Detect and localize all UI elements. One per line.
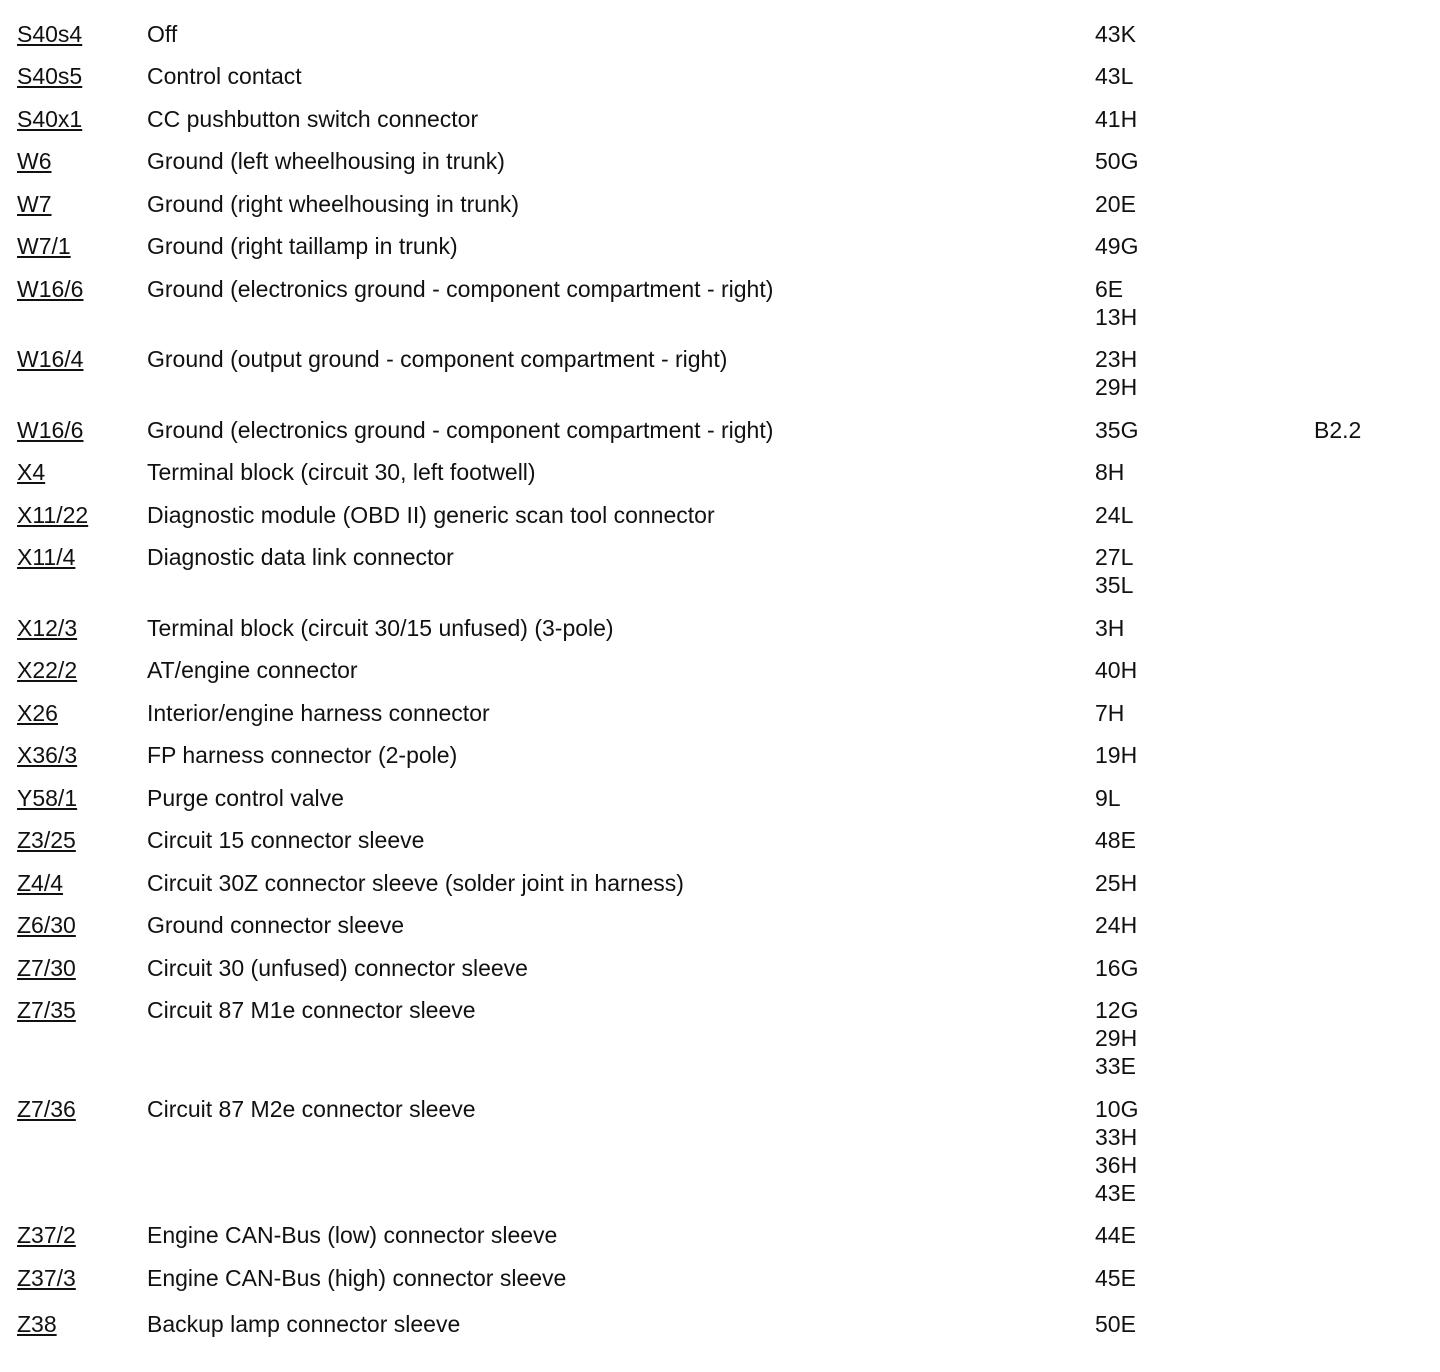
grid-coordinate: 43L [1095,63,1134,89]
grid-coordinates [1095,458,1124,486]
component-code-link[interactable]: Z37/3 [17,1265,76,1291]
grid-coordinate: 29H [1095,1025,1138,1051]
component-code-link[interactable]: Z7/30 [17,955,76,981]
component-code-link[interactable]: W16/6 [17,417,84,443]
component-description: Circuit 15 connector sleeve [147,827,425,853]
component-description: Ground (electronics ground - component compartment - right) [147,276,774,302]
grid-coordinate: 35G [1095,417,1139,443]
grid-coordinate: 7H [1095,700,1125,726]
grid-coordinate: 33H [1095,1124,1138,1150]
component-code-link[interactable]: Z4/4 [17,870,64,896]
component-code-link[interactable]: W7 [17,191,52,217]
grid-coordinates [1095,190,1136,218]
component-description: Ground (electronics ground - component compartment - right) [147,417,774,443]
grid-coordinate: 24H [1095,912,1138,938]
component-description: Control contact [147,63,302,89]
component-description: Ground connector sleeve [147,912,404,938]
grid-coordinates [1095,741,1137,769]
grid-coordinate: 9L [1095,785,1121,811]
grid-coordinates [1095,699,1124,727]
component-description: Circuit 87 M1e connector sleeve [147,997,476,1023]
grid-coordinate: 10G [1095,1096,1139,1122]
grid-coordinate: 41H [1095,106,1138,132]
grid-coordinate: 43E [1095,1180,1136,1206]
grid-coordinates [1095,232,1138,260]
grid-coordinates [1095,1310,1136,1338]
component-code-link[interactable]: W16/4 [17,346,84,372]
grid-coordinates [1095,20,1136,48]
component-description: Terminal block (circuit 30, left footwell) [147,459,536,485]
component-description: Ground (right taillamp in trunk) [147,233,458,259]
grid-coordinate: 29H [1095,374,1138,400]
component-description: Interior/engine harness connector [147,700,490,726]
grid-coordinate: 35L [1095,572,1134,598]
component-code-link[interactable]: Z7/36 [17,1096,76,1122]
grid-coordinate: 27L [1095,544,1134,570]
component-code-link[interactable]: Z38 [17,1311,57,1337]
grid-coordinate: 45E [1095,1265,1136,1291]
component-description: Purge control valve [147,785,344,811]
component-description: Circuit 30 (unfused) connector sleeve [147,955,528,981]
component-description: Diagnostic data link connector [147,544,454,570]
grid-coordinates [1095,826,1136,854]
component-code-link[interactable]: W7/1 [17,233,71,259]
component-code-link[interactable]: Z37/2 [17,1222,76,1248]
grid-coordinate: 3H [1095,615,1125,641]
grid-coordinates [1095,1221,1136,1249]
grid-coordinate: 43K [1095,21,1136,47]
component-description: Engine CAN-Bus (high) connector sleeve [147,1265,567,1291]
component-code-link[interactable]: Z6/30 [17,912,76,938]
grid-coordinates [1095,784,1121,812]
grid-coordinate: 40H [1095,657,1138,683]
grid-coordinates [1095,911,1137,939]
component-description: Diagnostic module (OBD II) generic scan tool connector [147,502,715,528]
component-code-link[interactable]: Z7/35 [17,997,76,1023]
grid-coordinates [1095,416,1138,444]
grid-coordinates [1095,543,1133,599]
grid-coordinate: 33E [1095,1053,1136,1079]
grid-coordinates [1095,1264,1136,1292]
grid-coordinates [1095,954,1138,982]
grid-coordinate: 20E [1095,191,1136,217]
grid-coordinate: 19H [1095,742,1138,768]
component-code-link[interactable]: X36/3 [17,742,78,768]
component-description: Terminal block (circuit 30/15 unfused) (3-pole) [147,615,614,641]
grid-coordinates [1095,1095,1138,1207]
grid-coordinate: 8H [1095,459,1125,485]
component-description: Circuit 30Z connector sleeve (solder joint in harness) [147,870,684,896]
component-code-link[interactable]: S40x1 [17,106,83,132]
grid-coordinate: 50G [1095,148,1139,174]
grid-coordinate: 6E [1095,276,1124,302]
component-code-link[interactable]: X26 [17,700,58,726]
component-description: Ground (right wheelhousing in trunk) [147,191,520,217]
component-description: FP harness connector (2-pole) [147,742,458,768]
grid-coordinates [1095,62,1133,90]
component-description: Ground (output ground - component compartment - right) [147,346,728,372]
grid-coordinate: 49G [1095,233,1139,259]
component-code-link[interactable]: X22/2 [17,657,78,683]
component-code-link[interactable]: S40s4 [17,21,83,47]
component-code-link[interactable]: S40s5 [17,63,83,89]
grid-coordinates [1095,614,1124,642]
component-code-link[interactable]: X11/4 [17,544,76,570]
grid-coordinate: 23H [1095,346,1138,372]
grid-coordinate: 25H [1095,870,1138,896]
grid-coordinate: 12G [1095,997,1139,1023]
grid-coordinates [1095,996,1138,1080]
grid-coordinate: 24L [1095,502,1134,528]
component-code-link[interactable]: X12/3 [17,615,78,641]
grid-coordinates [1095,345,1137,401]
grid-coordinate: 13H [1095,304,1138,330]
grid-coordinates [1095,275,1137,331]
grid-coordinate: 16G [1095,955,1139,981]
grid-coordinate: 44E [1095,1222,1136,1248]
grid-coordinate: 36H [1095,1152,1138,1178]
grid-coordinate: 50E [1095,1311,1136,1337]
grid-coordinates [1095,656,1137,684]
component-code-link[interactable]: X11/22 [17,502,89,528]
component-code-link[interactable]: W16/6 [17,276,84,302]
grid-coordinate: 48E [1095,827,1136,853]
grid-coordinates [1095,147,1138,175]
component-code-link[interactable]: Z3/25 [17,827,76,853]
component-description: AT/engine connector [147,657,358,683]
component-description: Backup lamp connector sleeve [147,1311,461,1337]
grid-coordinates [1095,869,1137,897]
component-description: CC pushbutton switch connector [147,106,479,132]
grid-coordinates [1095,501,1133,529]
component-code-link[interactable]: X4 [17,459,46,485]
diagram-reference: B2.2 [1314,417,1362,443]
component-description: Engine CAN-Bus (low) connector sleeve [147,1222,558,1248]
component-code-link[interactable]: W6 [17,148,52,174]
grid-coordinates [1095,105,1137,133]
component-description: Circuit 87 M2e connector sleeve [147,1096,476,1122]
component-description: Off [147,21,178,47]
component-description: Ground (left wheelhousing in trunk) [147,148,505,174]
component-code-link[interactable]: Y58/1 [17,785,78,811]
